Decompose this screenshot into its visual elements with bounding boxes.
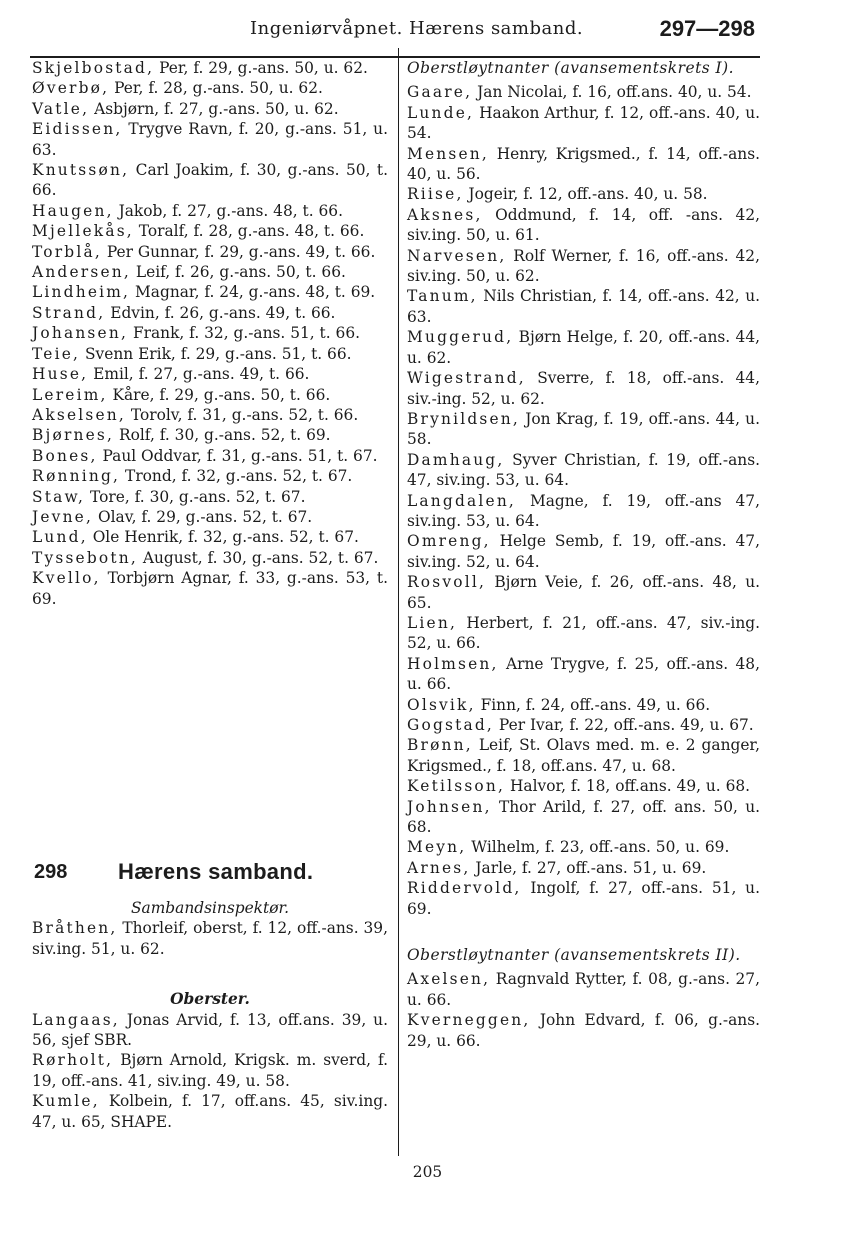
- entry-surname: Holmsen,: [407, 654, 499, 673]
- entry-details: Wilhelm, f. 23, off.-ans. 50, u. 69.: [466, 838, 730, 857]
- entry-details: Frank, f. 32, g.-ans. 51, t. 66.: [128, 324, 361, 343]
- list-item: [407, 613, 760, 654]
- entry-details: Leif, f. 26, g.-ans. 50, t. 66.: [130, 263, 346, 282]
- left-column: [32, 58, 388, 609]
- entry-details: Jakob, f. 27, g.-ans. 48, t. 66.: [113, 201, 343, 220]
- entry-surname: Eidissen,: [32, 120, 123, 139]
- heading-oberstloytnanter-krets-2: Oberstløytnanter (avansementskrets II).: [407, 946, 741, 965]
- list-item: [32, 119, 388, 160]
- list-item: [407, 1010, 760, 1051]
- entry-surname: Teie,: [32, 344, 81, 363]
- list-item: [32, 527, 388, 547]
- list-item: [407, 82, 760, 102]
- list-item: [32, 364, 388, 384]
- list-item: [32, 323, 388, 343]
- entry-details: Per Ivar, f. 22, off.-ans. 49, u. 67.: [494, 716, 754, 734]
- entry-details: Magne, f. 19, off.-ans 47, siv.ing. 53, u. 64.: [407, 491, 760, 530]
- right-column: [407, 58, 760, 1051]
- entry-details: Syver Christian, f. 19, off.-ans. 47, siv.ing. 53, u. 64.: [407, 450, 760, 490]
- entry-surname: Huse,: [32, 365, 89, 384]
- entry-details: Haakon Arthur, f. 12, off.-ans. 40, u. 54.: [407, 103, 760, 143]
- entry-surname: Damhaug,: [407, 450, 505, 469]
- entry-details: Jan Nicolai, f. 16, off.ans. 40, u. 54.: [472, 83, 752, 102]
- entry-surname: Bråthen,: [32, 919, 118, 938]
- entry-surname: Riddervold,: [407, 879, 522, 898]
- entry-details: Finn, f. 24, off.-ans. 49, u. 66.: [475, 695, 711, 714]
- entry-surname: Johnsen,: [407, 797, 492, 816]
- list-item: [407, 797, 760, 838]
- entry-surname: Lereim,: [32, 385, 108, 404]
- entry-surname: Staw,: [32, 487, 86, 506]
- entry-surname: Aksnes,: [407, 205, 483, 224]
- entry-surname: Knutssøn,: [32, 161, 130, 180]
- list-item: [32, 405, 388, 425]
- entry-surname: Andersen,: [32, 263, 131, 282]
- entry-surname: Axelsen,: [407, 970, 491, 989]
- entry-surname: Tanum,: [407, 287, 478, 306]
- entry-details: Olav, f. 29, g.-ans. 52, t. 67.: [93, 507, 313, 526]
- entry-details: Thor Arild, f. 27, off. ans. 50, u. 68.: [407, 797, 760, 837]
- list-item: [32, 78, 388, 98]
- list-item: [32, 548, 388, 568]
- section-title: Hærens samband.: [118, 859, 314, 884]
- list-item: [32, 262, 388, 282]
- page-number: 205: [412, 1163, 443, 1181]
- entry-surname: Johansen,: [32, 324, 129, 343]
- entry-details: Bjørn Helge, f. 20, off.-ans. 44, u. 62.: [407, 328, 760, 367]
- entry-surname: Langdalen,: [407, 491, 517, 510]
- list-item: [407, 184, 760, 204]
- list-item: [32, 303, 388, 323]
- entry-details: Jonas Arvid, f. 13, off.ans. 39, u. 56, sjef SBR.: [32, 1010, 388, 1050]
- entry-surname: Skjelbostad,: [32, 59, 155, 77]
- entry-details: Kolbein, f. 17, off.ans. 45, siv.ing. 47, u. 65, SHAPE.: [32, 1092, 388, 1131]
- list-item: [407, 715, 760, 735]
- entry-details: Emil, f. 27, g.-ans. 49, t. 66.: [88, 365, 310, 384]
- entry-details: Jarle, f. 27, off.-ans. 51, u. 69.: [470, 858, 707, 877]
- list-item: [407, 572, 760, 613]
- list-item: [32, 160, 388, 201]
- entry-details: Leif, St. Olavs med. m. e. 2 ganger, Krigsmed., f. 18, off.ans. 47, u. 68.: [407, 736, 760, 775]
- entry-details: Per Gunnar, f. 29, g.-ans. 49, t. 66.: [101, 242, 376, 261]
- entry-details: Oddmund, f. 14, off. -ans. 42, siv.ing. 50, u. 61.: [407, 205, 760, 245]
- entry-surname: Haugen,: [32, 201, 114, 220]
- list-item: [32, 507, 388, 527]
- entry-details: August, f. 30, g.-ans. 52, t. 67.: [137, 548, 379, 567]
- entry-details: Henry, Krigsmed., f. 14, off.-ans. 40, u. 56.: [407, 144, 760, 184]
- list-item: [32, 58, 388, 78]
- entry-surname: Lunde,: [407, 103, 475, 122]
- entry-details: Paul Oddvar, f. 31, g.-ans. 51, t. 67.: [97, 446, 378, 465]
- entry-surname: Langaas,: [32, 1010, 120, 1029]
- list-item: [407, 837, 760, 857]
- entry-surname: Lund,: [32, 528, 88, 547]
- list-item: [407, 654, 760, 695]
- entry-details: Rolf Werner, f. 16, off.-ans. 42, siv.ing. 50, u. 62.: [407, 246, 760, 286]
- entry-details: John Edvard, f. 06, g.-ans. 29, u. 66.: [407, 1011, 760, 1050]
- list-item: [32, 487, 388, 507]
- list-item: [407, 205, 760, 246]
- entry-details: Halvor, f. 18, off.ans. 49, u. 68.: [505, 777, 751, 796]
- list-item: [32, 1050, 388, 1091]
- entry-details: Herbert, f. 21, off.-ans. 47, siv.-ing. 52, u. 66.: [407, 613, 760, 653]
- entry-surname: Akselsen,: [32, 405, 126, 424]
- header-page-range: 297—298: [659, 16, 755, 41]
- entry-details: Edvin, f. 26, g.-ans. 49, t. 66.: [105, 303, 336, 322]
- entry-surname: Meyn,: [407, 838, 467, 857]
- entry-details: Toralf, f. 28, g.-ans. 48, t. 66.: [133, 222, 365, 241]
- list-item: [32, 446, 388, 466]
- entry-surname: Tyssebotn,: [32, 548, 138, 567]
- entry-surname: Rosvoll,: [407, 573, 487, 592]
- entry-surname: Kverneggen,: [407, 1011, 531, 1030]
- list-item: [407, 491, 760, 532]
- entry-surname: Olsvik,: [407, 695, 476, 714]
- list-item: [32, 1010, 388, 1051]
- entry-details: Kåre, f. 29, g.-ans. 50, t. 66.: [107, 385, 331, 404]
- entry-details: Nils Christian, f. 14, off.-ans. 42, u. 63.: [407, 287, 760, 326]
- entry-surname: Gaare,: [407, 83, 473, 102]
- entry-details: Torolv, f. 31, g.-ans. 52, t. 66.: [125, 405, 359, 424]
- entry-surname: Mensen,: [407, 144, 489, 163]
- list-item: [407, 450, 760, 491]
- header-title: Ingeniørvåpnet. Hærens samband.: [250, 18, 584, 39]
- list-item: [407, 246, 760, 287]
- entry-details: Trygve Ravn, f. 20, g.-ans. 51, u. 63.: [32, 120, 388, 159]
- subheading-sambandsinspektor: Sambandsinspektør.: [130, 899, 290, 917]
- subheading-oberster: Oberster.: [170, 990, 250, 1009]
- list-item: [407, 144, 760, 185]
- entry-surname: Lindheim,: [32, 283, 131, 302]
- entry-surname: Rørholt,: [32, 1051, 114, 1070]
- list-item: [32, 344, 388, 364]
- entry-details: Sverre, f. 18, off.-ans. 44, siv.-ing. 52, u. 62.: [407, 369, 760, 408]
- column-divider: [398, 48, 399, 1156]
- entry-surname: Lien,: [407, 613, 458, 632]
- list-item: [407, 286, 760, 327]
- entry-details: Thorleif, oberst, f. 12, off.-ans. 39, siv.ing. 51, u. 62.: [32, 919, 388, 958]
- running-header: [0, 14, 843, 50]
- section-heading: [32, 859, 388, 892]
- entry-details: Per, f. 28, g.-ans. 50, u. 62.: [109, 79, 323, 98]
- entry-details: Ole Henrik, f. 32, g.-ans. 52, t. 67.: [87, 528, 359, 547]
- entry-surname: Arnes,: [407, 858, 471, 877]
- list-item: [32, 425, 388, 445]
- entry-details: Ragnvald Rytter, f. 08, g.-ans. 27, u. 66.: [407, 970, 760, 1009]
- list-item: [407, 969, 760, 1010]
- entry-details: Jogeir, f. 12, off.-ans. 40, u. 58.: [463, 185, 708, 204]
- entry-details: Per, f. 29, g.-ans. 50, u. 62.: [154, 59, 368, 77]
- entry-surname: Narvesen,: [407, 246, 507, 265]
- list-item: [407, 878, 760, 919]
- list-item: [407, 103, 760, 144]
- entry-details: Svenn Erik, f. 29, g.-ans. 51, t. 66.: [80, 344, 352, 363]
- list-item: [32, 201, 388, 221]
- entry-surname: Vatle,: [32, 99, 90, 118]
- list-item: [407, 531, 760, 572]
- section-298: [32, 859, 388, 1132]
- entry-surname: Bones,: [32, 446, 98, 465]
- entry-surname: Muggerud,: [407, 328, 514, 347]
- entry-details: Bjørn Arnold, Krigsk. m. sverd, f. 19, off.-ans. 41, siv.ing. 49, u. 58.: [32, 1051, 388, 1090]
- entry-details: Ingolf, f. 27, off.-ans. 51, u. 69.: [407, 879, 760, 918]
- entry-surname: Kumle,: [32, 1092, 100, 1111]
- list-item: [32, 918, 388, 959]
- entry-surname: Jevne,: [32, 507, 94, 526]
- entry-details: Carl Joakim, f. 30, g.-ans. 50, t. 66.: [32, 161, 388, 200]
- entry-surname: Bjørnes,: [32, 426, 115, 445]
- entry-details: Torbjørn Agnar, f. 33, g.-ans. 53, t. 69.: [32, 569, 388, 608]
- entry-details: Magnar, f. 24, g.-ans. 48, t. 69.: [130, 283, 376, 302]
- entry-surname: Brønn,: [407, 736, 473, 755]
- entry-surname: Mjellekås,: [32, 222, 134, 241]
- entry-surname: Kvello,: [32, 569, 101, 588]
- list-item: [407, 368, 760, 409]
- list-item: [32, 242, 388, 262]
- entry-details: Arne Trygve, f. 25, off.-ans. 48, u. 66.: [407, 654, 760, 694]
- entry-details: Asbjørn, f. 27, g.-ans. 50, u. 62.: [89, 99, 339, 118]
- list-item: [407, 735, 760, 776]
- list-item: [32, 282, 388, 302]
- list-item: [407, 409, 760, 450]
- left-entry-list: [32, 58, 388, 609]
- entry-surname: Øverbø,: [32, 79, 110, 98]
- entry-details: Bjørn Veie, f. 26, off.-ans. 48, u. 65.: [407, 573, 760, 612]
- entry-surname: Riise,: [407, 185, 464, 204]
- list-item: [32, 1091, 388, 1132]
- list-item: [32, 221, 388, 241]
- entry-surname: Ketilsson,: [407, 777, 506, 796]
- list-item: [32, 466, 388, 486]
- entry-details: Tore, f. 30, g.-ans. 52, t. 67.: [85, 487, 306, 506]
- section-number: 298: [34, 861, 68, 883]
- heading-oberstloytnanter-krets-1: Oberstløytnanter (avansementskrets I).: [407, 59, 735, 77]
- entry-surname: Omreng,: [407, 532, 491, 551]
- list-item: [407, 695, 760, 715]
- entry-surname: Rønning,: [32, 467, 121, 486]
- entry-details: Jon Krag, f. 19, off.-ans. 44, u. 58.: [407, 409, 760, 449]
- entry-surname: Wigestrand,: [407, 369, 526, 388]
- entry-details: Rolf, f. 30, g.-ans. 52, t. 69.: [114, 426, 331, 445]
- entry-details: Helge Semb, f. 19, off.-ans. 47, siv.ing. 52, u. 64.: [407, 532, 760, 571]
- entry-details: Trond, f. 32, g.-ans. 52, t. 67.: [120, 467, 353, 486]
- entry-surname: Strand,: [32, 303, 106, 322]
- list-item: [32, 385, 388, 405]
- list-item: [32, 99, 388, 119]
- list-item: [407, 858, 760, 878]
- entry-surname: Gogstad,: [407, 716, 495, 734]
- list-item: [32, 568, 388, 609]
- entry-surname: Torblå,: [32, 242, 102, 261]
- entry-surname: Brynildsen,: [407, 409, 520, 428]
- list-item: [407, 327, 760, 368]
- list-item: [407, 776, 760, 796]
